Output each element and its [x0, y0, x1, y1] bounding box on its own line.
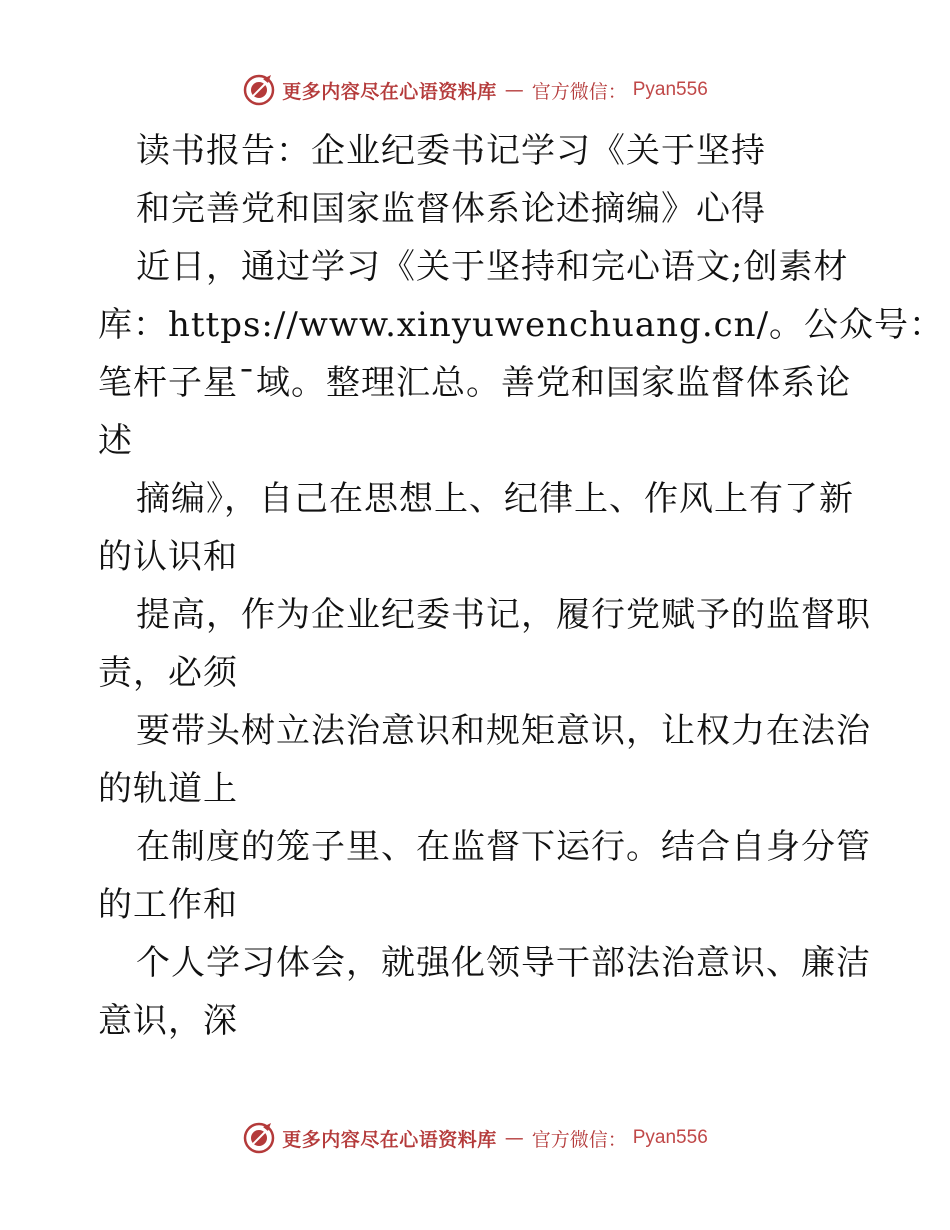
document-body	[98, 122, 945, 1050]
banner-separator: —	[504, 1127, 524, 1149]
header-banner	[0, 70, 950, 110]
banner-separator: —	[504, 79, 524, 101]
paragraph-line: 责，必须	[98, 653, 238, 693]
banner-wechat-id: Pyan556	[632, 1127, 708, 1148]
footer-banner	[0, 1118, 950, 1158]
paragraph-line: 笔杆子星¯域。整理汇总。善党和国家监督体系论	[98, 363, 851, 403]
paragraph-line: 述	[98, 421, 133, 461]
paragraph-line: 近日，通过学习《关于坚持和完心语文;创素材	[136, 247, 849, 287]
banner-wechat-label: 官方微信：	[531, 1128, 627, 1151]
paragraph-line: 的轨道上	[98, 769, 238, 809]
paragraph-line: 的工作和	[98, 885, 238, 925]
banner-wechat-label: 官方微信：	[531, 80, 627, 103]
pen-logo-icon	[242, 73, 276, 107]
paragraph-line: 个人学习体会，就强化领导干部法治意识、廉洁	[136, 943, 871, 983]
banner-wechat-id: Pyan556	[632, 79, 708, 100]
banner-brand-text: 更多内容尽在心语资料库	[282, 80, 497, 103]
paragraph-line: 在制度的笼子里、在监督下运行。结合自身分管	[136, 827, 871, 867]
paragraph-line: 摘编》，自己在思想上、纪律上、作风上有了新	[136, 479, 854, 519]
paragraph-line: 库：https://www.xinyuwenchuang.cn/。公众号：	[98, 305, 945, 345]
paragraph-line: 意识，深	[98, 1001, 238, 1041]
paragraph-line: 提高，作为企业纪委书记，履行党赋予的监督职	[136, 595, 871, 635]
paragraph-line: 要带头树立法治意识和规矩意识，让权力在法治	[136, 711, 871, 751]
paragraph-line: 的认识和	[98, 537, 238, 577]
pen-logo-icon	[242, 1121, 276, 1155]
title-line-1: 读书报告：企业纪委书记学习《关于坚持	[136, 131, 766, 171]
title-line-2: 和完善党和国家监督体系论述摘编》心得	[136, 189, 766, 229]
banner-brand-text: 更多内容尽在心语资料库	[282, 1128, 497, 1151]
